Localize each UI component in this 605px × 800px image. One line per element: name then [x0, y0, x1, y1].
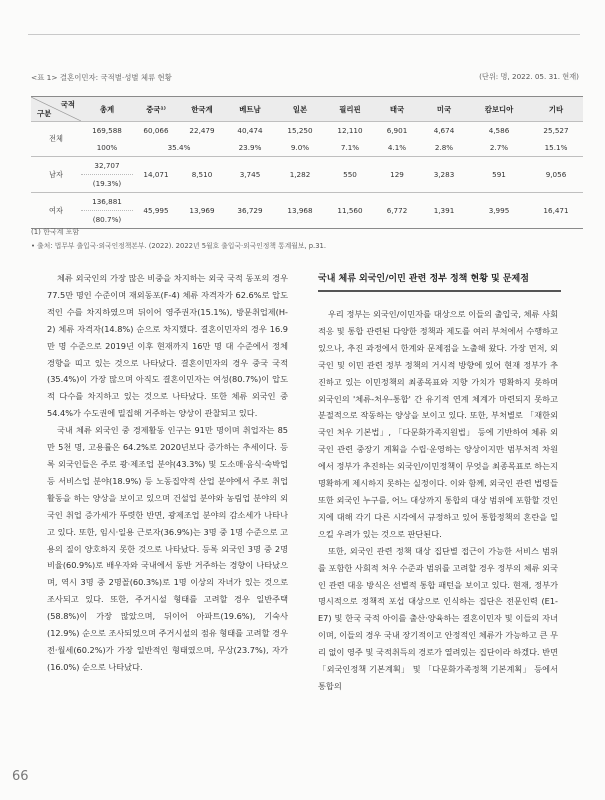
- table-cell: 13,968: [275, 193, 325, 229]
- paragraph: 우리 정부는 외국인/이민자를 대상으로 이들의 출입국, 체류 사회적응 및 통합 관련된 다양한 정책과 제도를 여러 부처에서 수행하고 있으나, 추진 과정에서 한계와 문제점을 노출해 왔다. 가장 먼저, 외국인 및 이민 관련 정부 정책의 거시적 방향에 있어 현재 정부가 추진하고 있는 이민정책의 최종목표와 지향 가치가 명확하지 못하며 외국인의 '체류-처우-통합' 간 유기적 연계 체계가 마련되지 못하고 분절적으로 작동하는 양상을 보이고 있다. 또한, 부처별로 「재한외국인 처우 기본법」, 「다문화가족지원법」 등에 기반하여 체류 외국인 관련 중장기 계획을 수립·운영하는 양상이지만 범부처적 차원에서 정부가 추진하는 외국인/이민정책이 무엇을 최종목표로 하는지 명확하게 제시하지 못하는 실정이다. 이와 함께, 외국인 관련 법령들 또한 외국인 누구를, 어느 대상까지 통합의 대상 범위에 포함할 것인지에 대해 각기 다른 시각에서 규정하고 있어 통합정책의 혼란을 일으킬 우려가 있는 것으로 판단된다.: [318, 309, 558, 539]
- table-cell: 16,471: [529, 193, 583, 229]
- header-other: 기타: [529, 97, 583, 122]
- table-cell: 40,474: [225, 122, 275, 140]
- table-header-row: [31, 97, 583, 122]
- table-row-total: [31, 122, 583, 140]
- table-cell: 591: [469, 157, 529, 193]
- table-cell: 9.0%: [290, 143, 310, 152]
- table-row-female: [31, 193, 583, 211]
- left-column: [47, 270, 288, 676]
- table-cell: 45,995: [133, 193, 179, 229]
- table-cell: 4,674: [419, 122, 469, 140]
- header-china: 중국¹⁾: [133, 97, 179, 122]
- table-footnote: (1) 한국계 포함: [31, 228, 80, 236]
- table-cell: 136,881: [81, 193, 133, 211]
- table-cell: (19.3%): [92, 179, 122, 188]
- corner-category: 구분: [37, 109, 52, 118]
- paragraph: 또한, 외국인 관련 정책 대상 집단별 접근이 가능한 서비스 범위를 포함한 사회적 처우 수준과 범위를 고려할 경우 정부의 체류 외국인 관련 대응 방식은 선별적 통합 패턴을 보이고 있다. 현재, 정부가 명시적으로 정책적 포섭 대상으로 인식하는 집단은 전문인력 (E1-E7) 및 한국 국적 아이를 출산·양육하는 결혼이민자 및 이들의 자녀이며, 이들의 경우 국내 장기적이고 안정적인 체류가 가능하고 큰 무리 없이 영주 및 국적취득의 경로가 열려있는 집단이라 하겠다. 반면 「외국인정책 기본계획」 및 「다문화가족정책 기본계획」 등에서 통합의: [318, 545, 558, 691]
- table-cell: 7.1%: [340, 143, 360, 152]
- table-cell: 100%: [96, 143, 118, 152]
- marriage-migrants-table: [31, 96, 583, 229]
- table-cell: 169,588: [81, 122, 133, 140]
- table-corner-cell: [31, 97, 81, 122]
- corner-nationality: 국적: [60, 100, 75, 109]
- table-cell: 25,527: [529, 122, 583, 140]
- table-cell: 1,391: [419, 193, 469, 229]
- table-row-total-pct: [31, 139, 583, 157]
- section-rule: [318, 290, 561, 292]
- table-cell: 2.8%: [434, 143, 454, 152]
- table-cell: (80.7%): [92, 215, 122, 224]
- table-cell: 129: [375, 157, 419, 193]
- row-label-male: 남자: [31, 157, 81, 193]
- row-label-female: 여자: [31, 193, 81, 229]
- table-cell: 6,901: [375, 122, 419, 140]
- table-cell: 35.4%: [167, 143, 191, 152]
- header-korean-chinese: 한국계: [179, 97, 225, 122]
- row-label-total: 전체: [31, 122, 81, 157]
- table-cell: 1,282: [275, 157, 325, 193]
- right-column: [318, 306, 558, 695]
- header-thailand: 태국: [375, 97, 419, 122]
- table-cell: 12,110: [325, 122, 375, 140]
- header-philippines: 필리핀: [325, 97, 375, 122]
- table-cell: 36,729: [225, 193, 275, 229]
- table-row-male: [31, 157, 583, 175]
- section-title: 국내 체류 외국인/이민 관련 정부 정책 현황 및 문제점: [318, 274, 529, 284]
- table-cell: 60,066: [133, 122, 179, 140]
- table-cell: 3,995: [469, 193, 529, 229]
- table-cell: 14,071: [133, 157, 179, 193]
- table-cell: 11,560: [325, 193, 375, 229]
- table-cell: 15,250: [275, 122, 325, 140]
- table-cell: 3,745: [225, 157, 275, 193]
- paragraph: 국내 체류 외국인 중 경제활동 인구는 91만 명이며 취업자는 85만 5천 명, 고용률은 64.2%로 2020년보다 증가하는 추세이다. 등록 외국인들은 주로 광·제조업 분야(43.3%) 및 도소매·음식·숙박업 등 서비스업 분야(18.9%) 등 노동집약적 산업 분야에서 주로 취업 활동을 하는 양상을 보이고 있으며 건설업 분야와 농림업 분야의 외국인 취업 증가세가 뚜렷한 반면, 광제조업 분야의 감소세가 나타나고 있다. 또한, 임시·일용 근로자(36.9%)는 3명 중 1명 수준으로 고용의 질이 양호하지 못한 것으로 나타났다. 등록 외국인 3명 중 2명 비율(60.9%)로 배우자와 국내에서 동반 거주하는 경향이 나타났으며, 역시 3명 중 2명꼴(60.3%)로 1명 이상의 자녀가 있는 것으로 조사되고 있다. 또한, 주거시설 형태를 고려할 경우 일반주택(58.8%)이 가장 많았으며, 뒤이어 아파트(19.6%), 기숙사(12.9%) 순으로 조사되었으며 주거시설의 점유 형태를 고려할 경우 전·월세(60.2%)가 가장 일반적인 형태였으며, 무상(23.7%), 자가(16.0%) 순으로 나타났다.: [47, 425, 288, 672]
- table-cell: 2.7%: [489, 143, 509, 152]
- page-number: 66: [12, 769, 29, 784]
- table-cell: 4.1%: [387, 143, 407, 152]
- paragraph: 체류 외국인의 가장 많은 비중을 차지하는 외국 국적 동포의 경우 77.5만 명인 수준이며 재외동포(F-4) 체류 자격자가 62.6%로 압도적인 수를 차지하였으며 뒤이어 영주권자(15.1%), 방문취업제(H-2) 체류 자격자(14.8%) 순으로 차지했다. 결혼이민자의 경우 16.9만 명 수준으로 2019년 이후 현재까지 16만 명 대 수준에서 정체 경향을 띠고 있는 것으로 나타났다. 결혼이민자의 경우 중국 국적(35.4%)이 가장 많으며 아직도 결혼이민자는 여성(80.7%)이 압도적 다수를 차지하고 있는 것으로 나타났다. 또한 체류 외국인 중 54.4%가 수도권에 밀집해 거주하는 양상이 관찰되고 있다.: [47, 273, 288, 419]
- table-caption: <표 1> 결혼이민자: 국적별·성별 체류 현황: [31, 73, 172, 82]
- header-vietnam: 베트남: [225, 97, 275, 122]
- table-cell: 23.9%: [238, 143, 262, 152]
- table-unit: (단위: 명, 2022. 05. 31. 현재): [479, 72, 579, 81]
- table-cell: 3,283: [419, 157, 469, 193]
- header-cambodia: 캄보디아: [469, 97, 529, 122]
- table-source: • 출처: 법무부 출입국·외국인정책본부. (2022). 2022년 5월호 출입국·외국인정책 통계월보, p.31.: [31, 242, 327, 250]
- header-japan: 일본: [275, 97, 325, 122]
- table-cell: 32,707: [81, 157, 133, 175]
- header-usa: 미국: [419, 97, 469, 122]
- table-cell: 15.1%: [544, 143, 568, 152]
- table-cell: 550: [325, 157, 375, 193]
- table-cell: 22,479: [179, 122, 225, 140]
- table-cell: 8,510: [179, 157, 225, 193]
- table-cell: 13,969: [179, 193, 225, 229]
- table-cell: 9,056: [529, 157, 583, 193]
- table-cell: 4,586: [469, 122, 529, 140]
- header-total: 총계: [81, 97, 133, 122]
- table-cell: 6,772: [375, 193, 419, 229]
- top-rule: [28, 34, 580, 35]
